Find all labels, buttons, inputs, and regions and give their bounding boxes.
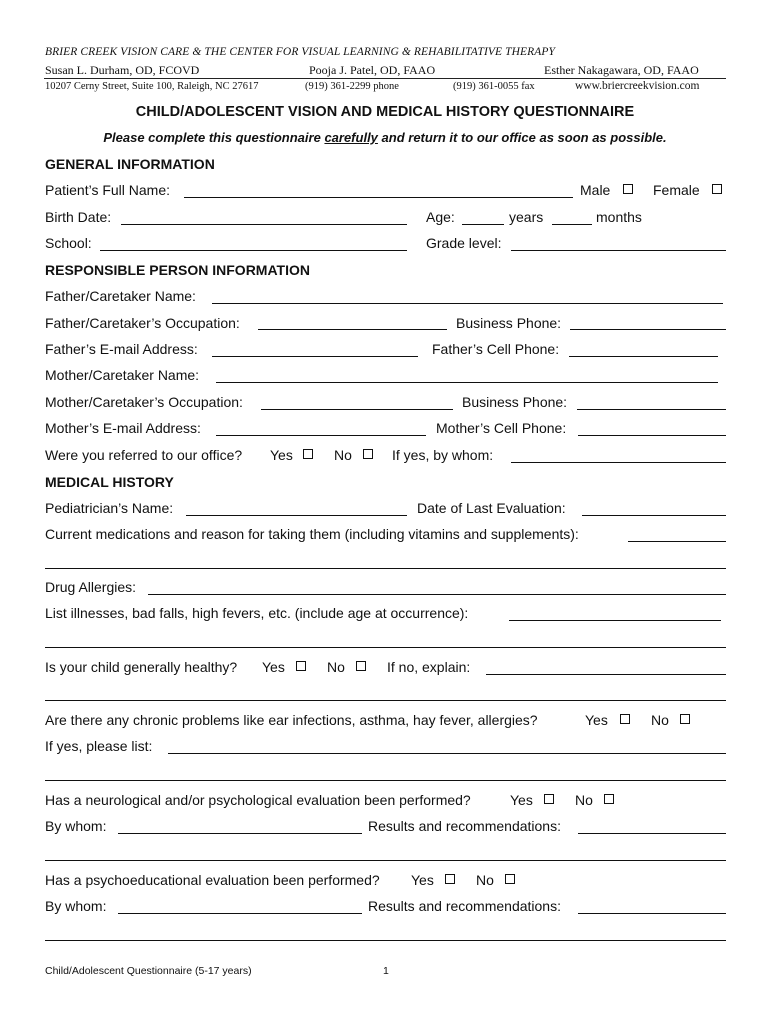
psychoed-by-whom-line xyxy=(118,913,362,914)
neuro-results-label: Results and recommendations: xyxy=(368,818,561,834)
instruction-text-start: Please complete this questionnaire xyxy=(103,130,325,145)
psychoed-yes-label: Yes xyxy=(411,872,434,888)
healthy-explain-input-2[interactable] xyxy=(47,683,724,699)
medications-input-2[interactable] xyxy=(47,551,724,567)
psychoed-results-input-2[interactable] xyxy=(47,923,724,939)
father-name-input[interactable] xyxy=(214,286,721,302)
birth-date-line xyxy=(121,224,407,225)
school-label: School: xyxy=(45,235,92,251)
patient-name-label: Patient’s Full Name: xyxy=(45,182,171,198)
male-label: Male xyxy=(580,182,611,198)
age-months-line xyxy=(552,224,592,225)
mother-email-label: Mother’s E-mail Address: xyxy=(45,420,201,436)
neuro-no-label: No xyxy=(575,792,593,808)
father-name-label: Father/Caretaker Name: xyxy=(45,288,196,304)
last-evaluation-input[interactable] xyxy=(584,498,724,514)
mother-occupation-line xyxy=(261,409,453,410)
healthy-no-label: No xyxy=(327,659,345,675)
psychoed-yes-checkbox[interactable] xyxy=(445,874,455,884)
age-months-input[interactable] xyxy=(553,207,591,223)
father-cell-label: Father’s Cell Phone: xyxy=(432,341,560,357)
office-address: 10207 Cerny Street, Suite 100, Raleigh, NC 27617 xyxy=(45,81,259,92)
drug-allergies-input[interactable] xyxy=(150,577,724,593)
form-instruction xyxy=(0,130,770,145)
footer-form-name: Child/Adolescent Questionnaire (5-17 years) xyxy=(45,965,252,977)
chronic-list-input-1[interactable] xyxy=(170,736,724,752)
office-website: www.briercreekvision.com xyxy=(575,80,700,92)
illnesses-input-1[interactable] xyxy=(511,603,719,619)
mother-business-phone-input[interactable] xyxy=(579,392,724,408)
psychoed-by-whom-input[interactable] xyxy=(120,896,360,912)
father-business-phone-input[interactable] xyxy=(572,312,724,328)
mother-business-phone-label: Business Phone: xyxy=(462,394,568,410)
psychoed-results-line-1 xyxy=(578,913,726,914)
responsible-person-heading: RESPONSIBLE PERSON INFORMATION xyxy=(45,262,310,278)
grade-level-line xyxy=(511,250,726,251)
form-title: CHILD/ADOLESCENT VISION AND MEDICAL HISTORY QUESTIONNAIRE xyxy=(135,104,635,120)
school-input[interactable] xyxy=(102,233,405,249)
medications-label: Current medications and reason for taking them (including vitamins and supplements): xyxy=(45,526,579,542)
doctor-name-3: Esther Nakagawara, OD, FAAO xyxy=(544,63,699,77)
instruction-text-end: and return it to our office as soon as possible. xyxy=(377,130,667,145)
years-label: years xyxy=(509,209,544,225)
office-phone: (919) 361-2299 phone xyxy=(305,81,399,92)
chronic-yes-label: Yes xyxy=(585,712,608,728)
neuro-question-label: Has a neurological and/or psychological evaluation been performed? xyxy=(45,792,471,808)
chronic-list-line-2 xyxy=(45,780,726,781)
chronic-list-line-1 xyxy=(168,753,726,754)
mother-name-input[interactable] xyxy=(218,365,716,381)
referred-no-checkbox[interactable] xyxy=(363,449,373,459)
neuro-yes-label: Yes xyxy=(510,792,533,808)
mother-email-line xyxy=(216,435,426,436)
father-name-line xyxy=(212,303,723,304)
father-email-line xyxy=(212,356,418,357)
birth-date-label: Birth Date: xyxy=(45,209,112,225)
neuro-results-input-2[interactable] xyxy=(47,843,724,859)
father-cell-line xyxy=(569,356,718,357)
referred-question-label: Were you referred to our office? xyxy=(45,447,243,463)
illnesses-label: List illnesses, bad falls, high fevers, etc. (include age at occurrence): xyxy=(45,605,469,621)
healthy-no-checkbox[interactable] xyxy=(356,661,366,671)
neuro-by-whom-line xyxy=(118,833,362,834)
neuro-results-input-1[interactable] xyxy=(580,816,724,832)
father-occupation-label: Father/Caretaker’s Occupation: xyxy=(45,315,240,331)
father-email-label: Father’s E-mail Address: xyxy=(45,341,198,357)
age-years-line xyxy=(462,224,504,225)
psychoed-by-whom-label: By whom: xyxy=(45,898,107,914)
psychoed-results-line-2 xyxy=(45,940,726,941)
chronic-yes-checkbox[interactable] xyxy=(620,714,630,724)
father-occupation-input[interactable] xyxy=(260,312,445,328)
referred-yes-checkbox[interactable] xyxy=(303,449,313,459)
doctor-name-2: Pooja J. Patel, OD, FAAO xyxy=(309,63,436,77)
chronic-list-label: If yes, please list: xyxy=(45,738,153,754)
father-cell-input[interactable] xyxy=(571,339,716,355)
age-label: Age: xyxy=(426,209,455,225)
school-line xyxy=(100,250,407,251)
male-checkbox[interactable] xyxy=(623,184,633,194)
chronic-list-input-2[interactable] xyxy=(47,763,724,779)
neuro-yes-checkbox[interactable] xyxy=(544,794,554,804)
patient-name-input[interactable] xyxy=(186,180,571,196)
mother-cell-input[interactable] xyxy=(580,418,724,434)
drug-allergies-label: Drug Allergies: xyxy=(45,579,137,595)
office-fax: (919) 361-0055 fax xyxy=(453,81,535,92)
page-number: 1 xyxy=(383,965,389,977)
illnesses-line-1 xyxy=(509,620,721,621)
instruction-emphasis: carefully xyxy=(324,130,378,145)
medications-input-1[interactable] xyxy=(630,524,724,540)
practice-name: BRIER CREEK VISION CARE & THE CENTER FOR VISUAL LEARNING & REHABILITATIVE THERAPY xyxy=(45,46,556,58)
neuro-no-checkbox[interactable] xyxy=(604,794,614,804)
mother-email-input[interactable] xyxy=(218,418,424,434)
healthy-yes-checkbox[interactable] xyxy=(296,661,306,671)
illnesses-line-2 xyxy=(45,647,726,648)
general-information-heading: GENERAL INFORMATION xyxy=(45,156,215,172)
referred-by-whom-input[interactable] xyxy=(513,445,724,461)
healthy-explain-line-2 xyxy=(45,700,726,701)
chronic-question-label: Are there any chronic problems like ear infections, asthma, hay fever, allergies? xyxy=(45,712,538,728)
illnesses-input-2[interactable] xyxy=(47,630,724,646)
referred-yes-label: Yes xyxy=(270,447,293,463)
referred-by-whom-label: If yes, by whom: xyxy=(392,447,494,463)
father-email-input[interactable] xyxy=(214,339,416,355)
psychoed-question-label: Has a psychoeducational evaluation been performed? xyxy=(45,872,380,888)
chronic-no-label: No xyxy=(651,712,669,728)
psychoed-no-label: No xyxy=(476,872,494,888)
neuro-by-whom-input[interactable] xyxy=(120,816,360,832)
doctor-name-1: Susan L. Durham, OD, FCOVD xyxy=(45,63,200,77)
referred-by-whom-line xyxy=(511,462,726,463)
father-occupation-line xyxy=(258,329,447,330)
healthy-explain-input-1[interactable] xyxy=(488,657,724,673)
psychoed-results-label: Results and recommendations: xyxy=(368,898,561,914)
healthy-yes-label: Yes xyxy=(262,659,285,675)
grade-level-label: Grade level: xyxy=(426,235,502,251)
pediatrician-label: Pediatrician’s Name: xyxy=(45,500,174,516)
pediatrician-input[interactable] xyxy=(188,498,405,514)
mother-business-phone-line xyxy=(577,409,726,410)
mother-name-label: Mother/Caretaker Name: xyxy=(45,367,200,383)
drug-allergies-line xyxy=(148,594,726,595)
healthy-explain-label: If no, explain: xyxy=(387,659,471,675)
pediatrician-line xyxy=(186,515,407,516)
neuro-results-line-1 xyxy=(578,833,726,834)
grade-level-input[interactable] xyxy=(513,233,724,249)
letterhead-divider xyxy=(44,78,726,79)
last-evaluation-line xyxy=(582,515,726,516)
mother-cell-line xyxy=(578,435,726,436)
mother-name-line xyxy=(216,382,718,383)
medications-line-1 xyxy=(628,541,726,542)
medical-history-heading: MEDICAL HISTORY xyxy=(45,474,174,490)
mother-occupation-input[interactable] xyxy=(263,392,451,408)
psychoed-results-input-1[interactable] xyxy=(580,896,724,912)
healthy-explain-line-1 xyxy=(486,674,726,675)
patient-name-line xyxy=(184,197,573,198)
months-label: months xyxy=(596,209,642,225)
last-evaluation-label: Date of Last Evaluation: xyxy=(417,500,566,516)
mother-cell-label: Mother’s Cell Phone: xyxy=(436,420,567,436)
birth-date-input[interactable] xyxy=(123,207,405,223)
female-checkbox[interactable] xyxy=(712,184,722,194)
neuro-results-line-2 xyxy=(45,860,726,861)
medications-line-2 xyxy=(45,568,726,569)
father-business-phone-label: Business Phone: xyxy=(456,315,562,331)
healthy-question-label: Is your child generally healthy? xyxy=(45,659,238,675)
female-label: Female xyxy=(653,182,700,198)
referred-no-label: No xyxy=(334,447,352,463)
neuro-by-whom-label: By whom: xyxy=(45,818,107,834)
father-business-phone-line xyxy=(570,329,726,330)
age-years-input[interactable] xyxy=(463,207,503,223)
mother-occupation-label: Mother/Caretaker’s Occupation: xyxy=(45,394,243,410)
psychoed-no-checkbox[interactable] xyxy=(505,874,515,884)
chronic-no-checkbox[interactable] xyxy=(680,714,690,724)
